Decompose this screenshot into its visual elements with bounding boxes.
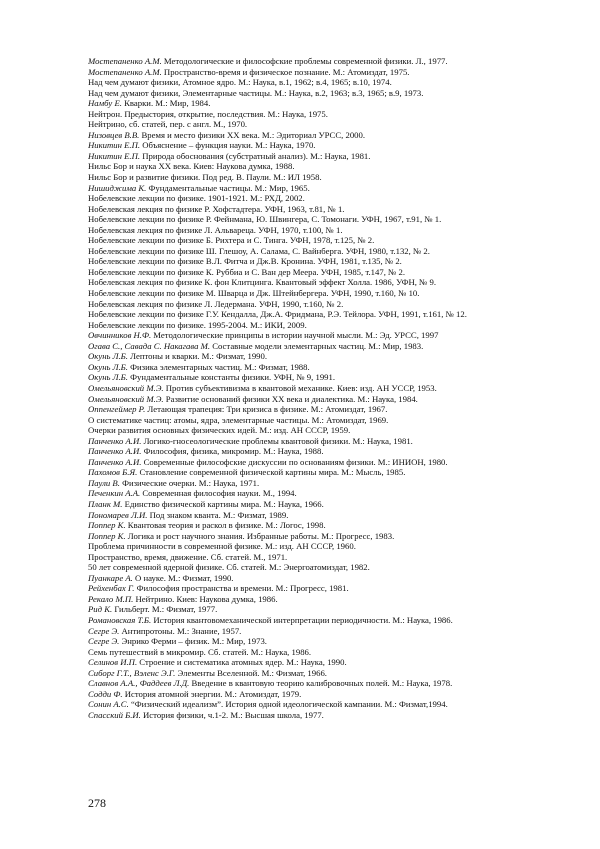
reference-entry bbox=[88, 299, 568, 310]
reference-entry bbox=[88, 562, 568, 573]
reference-author: Печенкин А.А. bbox=[88, 488, 141, 499]
reference-text: Современная философия науки. М., 1994. bbox=[140, 488, 297, 499]
reference-entry bbox=[88, 467, 568, 478]
reference-entry bbox=[88, 415, 568, 426]
reference-text: Фундаментальные частицы. М.: Мир, 1965. bbox=[146, 182, 310, 193]
reference-entry bbox=[88, 277, 568, 288]
reference-author: Мостепаненко А.М. bbox=[88, 56, 162, 66]
reference-text: Под знаком кванта. М.: Физмат, 1989. bbox=[147, 509, 289, 520]
reference-entry bbox=[88, 67, 568, 78]
reference-text: Философия пространства и времени. М.: Прогресс, 1981. bbox=[134, 583, 349, 594]
reference-text: Нобелевские лекции по физике. 1995-2004. М.: ИКИ, 2009. bbox=[88, 319, 307, 330]
reference-author: Панченко А.И. bbox=[88, 446, 142, 457]
reference-author: Окунь Л.Б. bbox=[88, 351, 128, 362]
reference-author: Пуанкаре А. bbox=[88, 572, 133, 583]
reference-text: История физики, ч.1-2. М.: Высшая школа, 1977. bbox=[140, 709, 324, 720]
reference-entry bbox=[88, 98, 568, 109]
reference-entry bbox=[88, 647, 568, 658]
reference-text: Нейтрино. Киев: Наукова думка, 1986. bbox=[133, 593, 278, 604]
reference-text: Методологические и философские проблемы современной физики. Л., 1977. bbox=[161, 56, 448, 66]
reference-text: Семь путешествий в микромир. Сб. статей. М.: Наука, 1986. bbox=[88, 646, 312, 657]
reference-entry bbox=[88, 594, 568, 605]
reference-entry bbox=[88, 436, 568, 447]
reference-author: Славнов А.А., Фаддеев Л.Д. bbox=[88, 678, 190, 689]
reference-entry bbox=[88, 172, 568, 183]
reference-author: Сиборг Г.Т., Вэленс Э.Г. bbox=[88, 667, 176, 678]
reference-entry bbox=[88, 573, 568, 584]
reference-entry bbox=[88, 394, 568, 405]
reference-text: Нобелевская лекция по физике Р. Хофстадтера. УФН, 1963, т.81, № 1. bbox=[88, 203, 345, 214]
reference-entry bbox=[88, 330, 568, 341]
reference-entry bbox=[88, 246, 568, 257]
reference-text: “Физический идеализм”. История одной идеологической кампании. М.: Физмат,1994. bbox=[128, 699, 448, 710]
reference-author: Омельяновский М.Э. bbox=[88, 382, 164, 393]
reference-entry bbox=[88, 383, 568, 394]
reference-text: Современные философские дискуссии по основаниям физики. М.: ИНИОН, 1980. bbox=[141, 456, 448, 467]
reference-author: Окунь Л.Б. bbox=[88, 361, 128, 372]
reference-author: Селинов И.П. bbox=[88, 657, 138, 668]
reference-text: Пространство, время, движение. Сб. статей. М., 1971. bbox=[88, 551, 288, 562]
reference-text: Пространство-время и физическое познание. М.: Атомиздат, 1975. bbox=[161, 66, 410, 77]
reference-text: Логико-гносеологические проблемы квантовой физики. М.: Наука, 1981. bbox=[141, 435, 413, 446]
reference-text: Проблема причинности в современной физике. М.: изд. АН СССР, 1960. bbox=[88, 541, 356, 552]
reference-author: Оппенгеймер Р. bbox=[88, 404, 146, 415]
reference-author: Никитин Е.П. bbox=[88, 150, 141, 161]
reference-author: Содди Ф. bbox=[88, 688, 123, 699]
reference-entry bbox=[88, 351, 568, 362]
reference-author: Огава С., Савада С. Накагава М. bbox=[88, 340, 211, 351]
reference-entry bbox=[88, 699, 568, 710]
reference-text: Квантовая теория и раскол в физике. М.: Логос, 1998. bbox=[125, 520, 326, 531]
reference-text: Философия, физика, микромир. М.: Наука, 1988. bbox=[141, 446, 324, 457]
reference-text: О систематике частиц: атомы, ядра, элементарные частицы. М.: Атомиздат, 1969. bbox=[88, 414, 389, 425]
reference-text: Над чем думают физики, Элементарные частицы. М.: Наука, в.2, 1963; в.3, 1965; в.9, 1973. bbox=[88, 87, 424, 98]
reference-author: Намбу Е. bbox=[88, 98, 122, 109]
reference-author: Сегре Э. bbox=[88, 625, 120, 636]
reference-entry bbox=[88, 710, 568, 721]
reference-text: Нейтрино, сб. статей, пер. с англ. М., 1970. bbox=[88, 119, 248, 130]
reference-text: Над чем думают физики, Атомное ядро. М.: Наука, в.1, 1962; в.4, 1965; в.10, 1974. bbox=[88, 77, 392, 88]
reference-text: Единство физической картины мира. М.: Наука, 1966. bbox=[122, 498, 324, 509]
reference-text: Нобелевские лекции по физике М. Шварца и Дж. Штейнбергера. УФН, 1990, т.160, № 10. bbox=[88, 288, 420, 299]
reference-entry bbox=[88, 520, 568, 531]
reference-entry bbox=[88, 140, 568, 151]
reference-author: Омельяновский М.Э. bbox=[88, 393, 164, 404]
reference-text: Нобелевские лекции по физике Р. Фейнмана, Ю. Швингера, С. Томонаги. УФН, 1967, т.91, № 1. bbox=[88, 214, 442, 225]
reference-entry bbox=[88, 288, 568, 299]
reference-text: Развитие оснований физики XX века и диалектика. М.: Наука, 1984. bbox=[163, 393, 418, 404]
page-number: 278 bbox=[88, 796, 106, 810]
reference-text: Нильс Бор и развитие физики. Под ред. В. Паули. М.: ИЛ 1958. bbox=[88, 172, 322, 183]
reference-text: Строение и систематика атомных ядер. М.: Наука, 1990. bbox=[137, 657, 347, 668]
reference-entry bbox=[88, 678, 568, 689]
reference-text: 50 лет современной ядерной физике. Сб. статей. М.: Энергоатомиздат, 1982. bbox=[88, 562, 370, 573]
reference-entry bbox=[88, 689, 568, 700]
reference-entry bbox=[88, 531, 568, 542]
reference-text: Физика элементарных частиц. М.: Физмат, 1988. bbox=[127, 361, 310, 372]
reference-entry bbox=[88, 372, 568, 383]
reference-author: Поппер К. bbox=[88, 520, 126, 531]
reference-text: Элементы Вселенной. М.: Физмат, 1966. bbox=[175, 667, 327, 678]
reference-author: Панченко А.И. bbox=[88, 435, 142, 446]
reference-text: Нобелевские лекции по физике В.Л. Фитча и Дж.В. Кронина. УФН, 1981, т.135, № 2. bbox=[88, 256, 402, 267]
reference-author: Планк М. bbox=[88, 498, 123, 509]
reference-text: Очерки развития основных физических идей. М.: изд. АН СССР, 1959. bbox=[88, 425, 351, 436]
reference-author: Романовская Т.Б. bbox=[88, 614, 152, 625]
reference-author: Спасский Б.И. bbox=[88, 709, 141, 720]
reference-entry bbox=[88, 404, 568, 415]
reference-entry bbox=[88, 130, 568, 141]
reference-entry bbox=[88, 309, 568, 320]
reference-entry bbox=[88, 488, 568, 499]
reference-text: Нобелевские лекции по физике Ш. Глешоу, А. Салама, С. Вайнберга. УФН, 1980, т.132, № 2. bbox=[88, 245, 430, 256]
reference-entry bbox=[88, 510, 568, 521]
reference-text: Кварки. М.: Мир, 1984. bbox=[121, 98, 211, 109]
reference-author: Сонин А.С. bbox=[88, 699, 129, 710]
reference-author: Рейхенбах Г. bbox=[88, 583, 135, 594]
reference-author: Сегре Э. bbox=[88, 636, 120, 647]
reference-text: Физические очерки. М.: Наука, 1971. bbox=[119, 477, 260, 488]
reference-entry bbox=[88, 320, 568, 331]
reference-author: Мостепаненко А.М. bbox=[88, 66, 162, 77]
reference-text: Нобелевские лекции по физике К. Руббиа и С. Ван дер Меера. УФН, 1985, т.147, № 2. bbox=[88, 266, 406, 277]
reference-text: Введение в квантовую теорию калибровочных полей. М.: Наука, 1978. bbox=[189, 678, 453, 689]
reference-entry bbox=[88, 541, 568, 552]
reference-text: Гильберт. М.: Физмат, 1977. bbox=[112, 604, 218, 615]
reference-author: Рид К. bbox=[88, 604, 113, 615]
reference-entry bbox=[88, 77, 568, 88]
reference-author: Нишиджима К. bbox=[88, 182, 147, 193]
reference-author: Панченко А.И. bbox=[88, 456, 142, 467]
reference-text: Составные модели элементарных частиц. М.: Мир, 1983. bbox=[210, 340, 424, 351]
reference-text: Нобелевская лекция по физике Л. Альвареца. УФН, 1970, т.100, № 1. bbox=[88, 224, 343, 235]
reference-text: Против субъективизма в квантовой механике. Киев: изд. АН УССР, 1953. bbox=[163, 382, 437, 393]
bibliography-list bbox=[88, 56, 568, 720]
reference-entry bbox=[88, 615, 568, 626]
reference-text: История квантовомеханической интерпретации периодичности. М.: Наука, 1986. bbox=[151, 614, 453, 625]
reference-text: Нильс Бор и наука XX века. Киев: Наукова думка, 1988. bbox=[88, 161, 295, 172]
reference-entry bbox=[88, 204, 568, 215]
reference-text: Природа обоснования (субстратный анализ). М.: Наука, 1981. bbox=[140, 150, 371, 161]
reference-author: Пахомов Б.Я. bbox=[88, 467, 138, 478]
reference-text: История атомной энергии. М.: Атомиздат, 1979. bbox=[122, 688, 302, 699]
reference-entry bbox=[88, 446, 568, 457]
reference-author: Пономарев Л.И. bbox=[88, 509, 148, 520]
reference-text: Нобелевские лекции по физике Г.У. Кендалла, Дж.А. Фридмана, Р.Э. Тейлора. УФН, 1991, т.161, № 12. bbox=[88, 309, 467, 320]
reference-text: Летающая трапеция: Три кризиса в физике. М.: Атомиздат, 1967. bbox=[145, 404, 388, 415]
reference-text: Нейтрон. Предыстория, открытие, последствия. М.: Наука, 1975. bbox=[88, 108, 328, 119]
reference-text: Лептоны и кварки. М.: Физмат, 1990. bbox=[127, 351, 268, 362]
reference-entry bbox=[88, 626, 568, 637]
reference-entry bbox=[88, 499, 568, 510]
reference-text: Нобелевские лекции по физике Б. Рихтера и С. Тинга. УФН, 1978, т.125, № 2. bbox=[88, 235, 375, 246]
reference-text: Энрико Ферми – физик. М.: Мир, 1973. bbox=[119, 636, 267, 647]
reference-entry bbox=[88, 636, 568, 647]
reference-text: О науке. М.: Физмат, 1990. bbox=[132, 572, 234, 583]
reference-entry bbox=[88, 214, 568, 225]
reference-text: Методологические принципы в истории научной мысли. М.: Эд. УРСС, 1997 bbox=[151, 330, 439, 341]
reference-text: Время и место физики XX века. М.: Эдиториал УРСС, 2000. bbox=[139, 129, 366, 140]
reference-entry bbox=[88, 478, 568, 489]
reference-author: Никитин Е.П. bbox=[88, 140, 141, 151]
reference-author: Овчинников Н.Ф. bbox=[88, 330, 152, 341]
reference-entry bbox=[88, 193, 568, 204]
reference-entry bbox=[88, 183, 568, 194]
reference-text: Фундаментальные константы физики. УФН, № 9, 1991. bbox=[127, 372, 336, 383]
reference-author: Поппер К. bbox=[88, 530, 126, 541]
reference-entry bbox=[88, 119, 568, 130]
reference-entry bbox=[88, 552, 568, 563]
reference-author: Низовцев В.В. bbox=[88, 129, 140, 140]
reference-entry bbox=[88, 109, 568, 120]
reference-entry bbox=[88, 657, 568, 668]
reference-entry bbox=[88, 56, 568, 67]
reference-entry bbox=[88, 457, 568, 468]
reference-entry bbox=[88, 151, 568, 162]
reference-entry bbox=[88, 425, 568, 436]
reference-entry bbox=[88, 362, 568, 373]
reference-entry bbox=[88, 267, 568, 278]
reference-text: Становление современной физической картины мира. М.: Мысль, 1985. bbox=[137, 467, 406, 478]
reference-text: Нобелевские лекции по физике. 1901-1921. М.: РХД, 2002. bbox=[88, 193, 305, 204]
reference-text: Логика и рост научного знания. Избранные работы. М.: Прогресс, 1983. bbox=[125, 530, 395, 541]
reference-author: Окунь Л.Б. bbox=[88, 372, 128, 383]
reference-author: Рекало М.П. bbox=[88, 593, 134, 604]
reference-entry bbox=[88, 583, 568, 594]
reference-entry bbox=[88, 668, 568, 679]
reference-entry bbox=[88, 225, 568, 236]
reference-entry bbox=[88, 341, 568, 352]
reference-entry bbox=[88, 235, 568, 246]
reference-entry bbox=[88, 256, 568, 267]
reference-text: Антипротоны. М.: Знание, 1957. bbox=[119, 625, 242, 636]
reference-text: Объяснение – функция науки. М.: Наука, 1970. bbox=[140, 140, 316, 151]
reference-text: Нобелевская лекция по физике К. фон Клитцинга. Квантовый эффект Холла. 1986, УФН, № 9. bbox=[88, 277, 437, 288]
reference-text: Нобелевская лекция по физике Л. Ледермана. УФН, 1990, т.160, № 2. bbox=[88, 298, 344, 309]
reference-entry bbox=[88, 161, 568, 172]
reference-author: Паули В. bbox=[88, 477, 120, 488]
reference-entry bbox=[88, 88, 568, 99]
reference-entry bbox=[88, 604, 568, 615]
